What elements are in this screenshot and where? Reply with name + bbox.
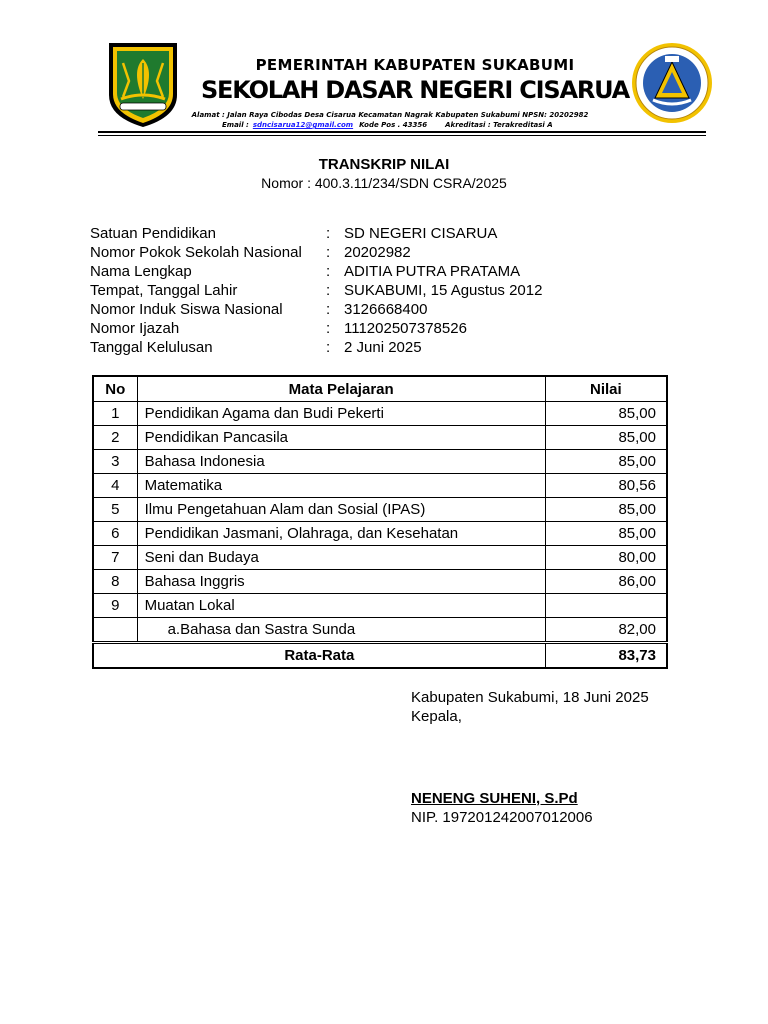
table-row bbox=[93, 450, 667, 474]
identity-label: Tanggal Kelulusan bbox=[90, 339, 213, 356]
average-row bbox=[93, 643, 667, 669]
identity-row bbox=[90, 243, 411, 262]
row-subject: Ilmu Pengetahuan Alam dan Sosial (IPAS) bbox=[137, 498, 545, 522]
row-no: 3 bbox=[93, 450, 137, 474]
signature-name: NENENG SUHENI, S.Pd bbox=[411, 790, 578, 807]
row-subject: Seni dan Budaya bbox=[137, 546, 545, 570]
row-grade: 85,00 bbox=[545, 426, 667, 450]
table-row bbox=[93, 570, 667, 594]
identity-value: 111202507378526 bbox=[344, 320, 467, 337]
header-divider-thin bbox=[98, 135, 706, 136]
row-subject: Pendidikan Jasmani, Olahraga, dan Kesehatan bbox=[137, 522, 545, 546]
row-no: 5 bbox=[93, 498, 137, 522]
row-no: 1 bbox=[93, 402, 137, 426]
identity-separator: : bbox=[326, 225, 331, 242]
row-grade: 85,00 bbox=[545, 522, 667, 546]
accreditation: Akreditasi : Terakreditasi A bbox=[445, 121, 553, 129]
header-grade: Nilai bbox=[545, 376, 667, 402]
identity-row bbox=[90, 262, 520, 281]
table-row bbox=[93, 522, 667, 546]
identity-value: 3126668400 bbox=[344, 301, 428, 318]
row-no: 6 bbox=[93, 522, 137, 546]
email-label: Email : bbox=[222, 121, 249, 129]
signature-nip: NIP. 197201242007012006 bbox=[411, 809, 593, 826]
row-subject: Muatan Lokal bbox=[137, 594, 545, 618]
identity-label: Nomor Pokok Sekolah Nasional bbox=[90, 244, 302, 261]
identity-label: Nomor Induk Siswa Nasional bbox=[90, 301, 283, 318]
government-name: PEMERINTAH KABUPATEN SUKABUMI bbox=[255, 56, 575, 74]
table-row bbox=[93, 618, 667, 643]
row-grade: 85,00 bbox=[545, 498, 667, 522]
document-number: Nomor : 400.3.11/234/SDN CSRA/2025 bbox=[261, 175, 507, 191]
identity-value: 2 Juni 2025 bbox=[344, 339, 422, 356]
header-subject: Mata Pelajaran bbox=[137, 376, 545, 402]
identity-separator: : bbox=[326, 282, 331, 299]
identity-label: Satuan Pendidikan bbox=[90, 225, 216, 242]
identity-row bbox=[90, 300, 427, 319]
school-address: Alamat : Jalan Raya Cibodas Desa Cisarua Kecamatan Nagrak Kabupaten Sukabumi NPSN: 20202982 bbox=[191, 111, 589, 119]
signature-place-date: Kabupaten Sukabumi, 18 Juni 2025 bbox=[411, 689, 649, 706]
identity-value: 20202982 bbox=[344, 244, 411, 261]
average-label: Rata-Rata bbox=[93, 643, 545, 669]
school-name: SEKOLAH DASAR NEGERI CISARUA bbox=[200, 76, 630, 104]
row-grade: 86,00 bbox=[545, 570, 667, 594]
row-no: 2 bbox=[93, 426, 137, 450]
document-title: TRANSKRIP NILAI bbox=[318, 156, 450, 173]
row-grade: 82,00 bbox=[545, 618, 667, 643]
identity-separator: : bbox=[326, 320, 331, 337]
identity-separator: : bbox=[326, 263, 331, 280]
signature-position: Kepala, bbox=[411, 708, 462, 725]
row-no: 7 bbox=[93, 546, 137, 570]
row-subject: Pendidikan Pancasila bbox=[137, 426, 545, 450]
identity-label: Nomor Ijazah bbox=[90, 320, 180, 337]
table-row bbox=[93, 426, 667, 450]
average-value: 83,73 bbox=[545, 643, 667, 669]
row-no: 4 bbox=[93, 474, 137, 498]
table-row bbox=[93, 498, 667, 522]
row-no bbox=[93, 618, 137, 643]
identity-row bbox=[90, 281, 542, 300]
identity-value: SUKABUMI, 15 Agustus 2012 bbox=[344, 282, 543, 299]
row-subject: Matematika bbox=[137, 474, 545, 498]
row-subject: Bahasa Inggris bbox=[137, 570, 545, 594]
email-link[interactable]: sdncisarua12@gmail.com bbox=[252, 121, 354, 129]
row-no: 9 bbox=[93, 594, 137, 618]
identity-value: SD NEGERI CISARUA bbox=[344, 225, 498, 242]
identity-value: ADITIA PUTRA PRATAMA bbox=[344, 263, 521, 280]
row-subject: Bahasa Indonesia bbox=[137, 450, 545, 474]
identity-row bbox=[90, 338, 422, 357]
row-grade: 85,00 bbox=[545, 450, 667, 474]
identity-row bbox=[90, 224, 497, 243]
identity-label: Tempat, Tanggal Lahir bbox=[90, 282, 238, 299]
identity-separator: : bbox=[326, 244, 331, 261]
header-no: No bbox=[93, 376, 137, 402]
table-row bbox=[93, 594, 667, 618]
school-contact-line bbox=[222, 121, 553, 129]
row-subject: a.Bahasa dan Sastra Sunda bbox=[137, 618, 545, 643]
postal-code: Kode Pos . 43356 bbox=[359, 121, 428, 129]
row-grade: 80,00 bbox=[545, 546, 667, 570]
identity-row bbox=[90, 319, 467, 338]
row-subject: Pendidikan Agama dan Budi Pekerti bbox=[137, 402, 545, 426]
row-grade: 85,00 bbox=[545, 402, 667, 426]
identity-label: Nama Lengkap bbox=[90, 263, 192, 280]
grades-table bbox=[92, 375, 668, 669]
header-divider-thick bbox=[98, 131, 706, 133]
row-no: 8 bbox=[93, 570, 137, 594]
table-row bbox=[93, 474, 667, 498]
row-grade bbox=[545, 594, 667, 618]
table-header-row bbox=[93, 376, 667, 402]
table-row bbox=[93, 402, 667, 426]
table-row bbox=[93, 546, 667, 570]
identity-separator: : bbox=[326, 339, 331, 356]
identity-separator: : bbox=[326, 301, 331, 318]
row-grade: 80,56 bbox=[545, 474, 667, 498]
